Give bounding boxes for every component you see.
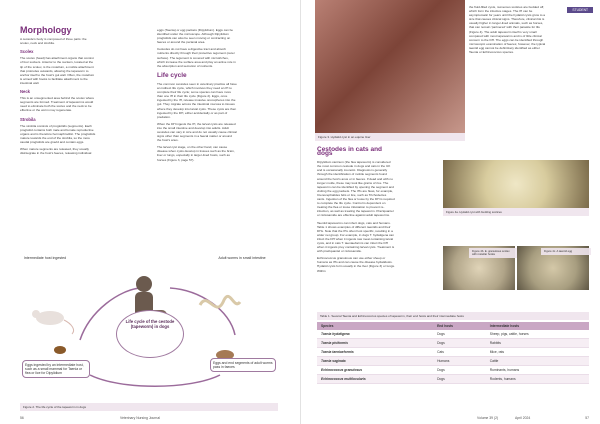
intermediate-host-label: Intermediate host ingested: [23, 256, 67, 260]
figure-4b-caption: Figure 4b. E. granulosus scolex with rostellar hooks: [469, 248, 517, 258]
figure-4c-caption: Figure 4c. A taeniid egg: [541, 248, 591, 255]
table-cell: Echinococcus multilocularis: [317, 375, 433, 384]
col2-text-1: eggs (Taenia) or egg packets (Dipylidium). Eggs can be identified under the microscope. Although Dipylidium proglottids can also be seen moving or contracting on faeces or around the perianal area.: [157, 28, 234, 45]
rat-icon: [32, 310, 74, 334]
right-column-2: [469, 5, 547, 57]
adult-worms-label: Adult worms in small intestine: [218, 256, 266, 260]
table-row: [317, 375, 589, 384]
table-cell: Humans: [433, 357, 486, 366]
figure-2-lifecycle: [20, 250, 278, 415]
figure-4a: [443, 160, 589, 218]
lifecycle-center-label: Life cycle of the cestode (tapeworm) in dogs: [116, 310, 184, 358]
table-cell: Dogs: [433, 375, 486, 384]
table-cell: Ruminants, humans: [486, 366, 589, 375]
table-cell: Cattle: [486, 357, 589, 366]
cestodes-heading: Cestodes in cats and dogs: [317, 146, 383, 158]
volume-label: Volume 39 (2): [477, 416, 499, 420]
species-table: [317, 322, 589, 384]
table-row: [317, 348, 589, 357]
flea-icon: [54, 346, 66, 354]
strobila-heading: Strobila: [20, 116, 36, 122]
eggs-pass-box: Eggs and end segments of adult worms pass in faeces: [210, 358, 276, 372]
morphology-intro: A cestode's body is composed of three parts: the scolex, neck and strobila.: [20, 37, 87, 46]
figure-3: [315, 0, 465, 143]
col2-text-2: Cestodes do not have a digestive tract and absorb nutrients directly through their protective tegument (outer surface). The tegument is covered with microtriches, which increase the surface area and play an active role in the absorption and secretion of nutrients.: [157, 47, 236, 68]
table-cell: Echinococcus granulosus: [317, 366, 433, 375]
cestodes-text-2: Taeniid tapeworms can infect dogs, cats and humans. Table 1 shows examples of different taeniids and their DHs. Note that the IHs often host specific, resulting in a wider net group. For example, in dogs T. hydatigena can infect the DH when it ingests raw meat containing larval cysts, and in cats T. taeniaeformis can infect the DH when it ingests prey containing larval cysts. Treatment is with praziquantel or niclosamide.: [317, 220, 395, 254]
right-col1-text: the fluid-filled cysts, numerous scolices are budded off, which form the infective stages. The IH can be asymptomatic for years until the hydatid cysts grow to a size that causes clinical signs. Therefore, clinical risk is usually higher in longer-lived animals, such as horses, that can remain 'partnered' with their parasite for life (Figure 4). The adult tapeworm itself is very small compared with most tapeworms and is of little clinical concern to the DH. The eggs can be identified through microscopic examination of faeces; however, the typical taeniid egg cannot be definitively identified as either Taenia or Echinococcus species.: [469, 5, 546, 55]
life-cycle-text-2: When the DH ingests the IH, the larval cysts are released into the small intestine and develop into adults. Adult cestodes can vary in size and do not usually cause clinical signs other than segments in a faecal matter or around the host's anus.: [157, 121, 237, 143]
table-header-intermediate-hosts: Intermediate hosts: [486, 322, 589, 330]
table-cell: Taenia taeniaeformis: [317, 348, 433, 357]
table-cell: Cats: [433, 348, 486, 357]
scolex-heading: Scolex: [20, 49, 34, 55]
life-cycle-text-3: The larval cyst stage, on the other hand, can cause disease when cysts develop in tissues such as the brain, liver or lungs, especially in larger-lived hosts, such as horses (Figure 3, page 57).: [157, 145, 235, 162]
date-label: April 2024: [515, 416, 531, 420]
table-row: [317, 339, 589, 348]
right-column-1: [317, 148, 395, 276]
left-column-1: [20, 25, 96, 158]
life-cycle-heading: Life cycle: [157, 71, 187, 79]
life-cycle-text-1: The common cestodes seen in veterinary practice all have an indirect life cycle, which involves they need an IH to complete their life cycle; some species can have more than one IH in their life cycle (Figure 2). Eggs, once ingested by the IH, release invasive oncospheres into the gut. They migrate across the intestinal mucosa to tissues where they develop into larval cysts. These cysts are then ingested by the DH, either accidentally or as part of predation.: [157, 81, 237, 119]
cestodes-text-1: Dipylidium caninum (the flea tapeworm) is considered the most common cestode in dogs and cats in the UK and is occasionally zoonotic. Diagnosis is generally through the identification of mobile segments found around the host's anus or in faeces. If dead and with no longer motile, these may look like grains of rice. The tapeworm can be identified by opening the segment and visiting the egg packets. The IHs are fleas, for example, Ctenocephalides felis or lice, such as Trichodectes canis. Ingestion of the flea or louse by the DH is required to complete the life cycle. Control is dependent on treating the flea or louse infestation to prevent re-infection, as well as treating the tapeworm. Praziquantel or niclosamide are effective against adult tapeworms.: [317, 160, 395, 218]
table-1-caption: Table 1. Several Taenia and Echinococcus species of tapeworm, their end hosts and their intermediate hosts: [317, 312, 589, 320]
table-cell: Dogs: [433, 366, 486, 375]
strobila-text-2: When mature segments are released, they usually disintegrate in the host's faeces, releasing individual: [20, 147, 92, 156]
worm-icon: [200, 296, 240, 307]
neck-text: This is an unsegmented area behind the scolex where segments are formed. Treatment of tapeworms would need to eliminate both the scolex and the neck to be effective or the worm may regenerate.: [20, 96, 95, 113]
table-cell: Taenia saginata: [317, 357, 433, 366]
table-cell: Sheep, pigs, cattle, horses: [486, 330, 589, 339]
eggs-ingested-box: Eggs ingested by an intermediate host, such as a small mammal for Taenia or flea or lice for Dipylidium: [22, 360, 90, 378]
table-header-species: Species: [317, 322, 433, 330]
student-tag: STUDENT: [567, 7, 593, 13]
figure-4b: [443, 246, 515, 290]
figure-4a-image: [443, 160, 589, 208]
table-cell: Mice, rats: [486, 348, 589, 357]
right-page-number: 57: [585, 416, 589, 420]
table-1: [317, 312, 589, 384]
table-row: [317, 357, 589, 366]
morphology-title: Morphology: [20, 25, 72, 35]
figure-4c: [517, 246, 589, 290]
table-header-end-hosts: End hosts: [433, 322, 486, 330]
right-page: [300, 0, 600, 424]
table-row: [317, 330, 589, 339]
table-cell: Taenia pisiformis: [317, 339, 433, 348]
journal-name: Veterinary Nursing Journal: [120, 416, 160, 420]
table-cell: Taenia hydatigena: [317, 330, 433, 339]
left-page-number: 56: [20, 416, 24, 420]
figure-3-image: [315, 0, 465, 133]
figure-3-caption: Figure 3. Hydatid cyst in an equine liver: [315, 133, 465, 141]
table-cell: Rabbits: [486, 339, 589, 348]
scolex-text: The scolex (head) has attachment organs that consist of four suckers. Anterior to the suckers, located at the tip of the scolex, is the rostellum, a mobile attachment that protrudes outwards, allowing the tapeworm to anchor itself to the host's gut wall. Often, the rostellum is armed with hooks to facilitate attachment to the intestinal wall.: [20, 56, 95, 85]
table-cell: Dogs: [433, 330, 486, 339]
neck-heading: Neck: [20, 89, 31, 95]
figure-4a-caption: Figure 4a. Hydatid cyst with budding scolices: [443, 208, 589, 216]
cestodes-text-3: Echinococcus granulosus can use either sheep or humans as IHs and can cause the disease hydatidosis. Hydatid cysts form usually in the liver (Figure 3) or lungs. Within: [317, 256, 395, 273]
strobila-text: The strobila consists of proglottids (segments). Each proglottid contains both male and female reproductive organs and is therefore hermaphroditic. The proglottids mature towards the end of the strobila, so the more caudal proglottids are gravid and contain eggs.: [20, 123, 96, 144]
left-column-2: [157, 28, 237, 165]
cycle-arrow-bottom: [90, 375, 220, 386]
table-cell: Rodents, humans: [486, 375, 589, 384]
figure-2-caption: Figure 2. The life cycle of the tapeworm in dogs: [20, 403, 278, 411]
table-cell: Dogs: [433, 339, 486, 348]
table-row: [317, 366, 589, 375]
